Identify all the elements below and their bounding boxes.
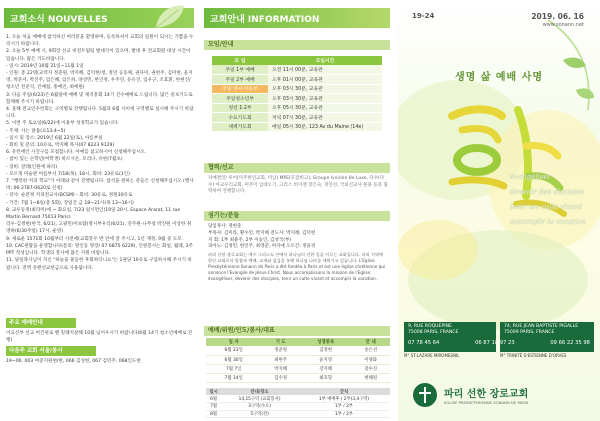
schedule-row [206,364,390,373]
staff-line: 부목사: 김미라, 황수빈, 박지혜 전도사: 박지혜, 김덕현 [208,230,316,236]
duty-cell: 8월 [206,410,221,418]
phone-numbers [404,340,594,346]
schedule-row [206,355,390,364]
news-item: 1. 오늘 처음 예배에 참석하신 여러분을 환영하며, 등록하셔서 교회의 일원이 되시는 기쁨을 누리시기 바랍니다. [6,35,194,48]
duty-cell: 14,15구역 (교회봉사) [221,395,298,403]
staff-line: 지 회: 1부 최용주, 2부 이승인, 김성국(부) [208,237,292,243]
duty-cell: 1부 예배후 / 2부(3,4구역) [298,395,390,403]
motto-line: tenir un culte vivant [510,203,583,211]
information-heading: 교회안내 INFORMATION [204,8,390,28]
worship-row [212,94,382,104]
worship-name: 주일 영아·아동부 [212,84,268,94]
worship-time: 오후 05시 30분, 교육관 [268,103,382,113]
worship-name: 새벽기도회 [212,122,268,132]
worship-col-name: 모 임 [212,56,268,65]
news-item: - 모르게 미술관 여름부서 7/18(목), 18시, 회비: 23유로(1인) [6,171,130,177]
church-logo [412,378,586,412]
schedule-table [206,338,390,383]
news-item: - 참이 있는 슨학년(여학생) 바르시온, 모리나, 유한(7월초) [6,157,123,163]
worship-time: 오후 03시 30분, 교육관 [268,84,382,94]
schedule-cell: 최현주 [261,355,300,364]
schedule-col-prayer: 기 도 [261,338,300,346]
news-item: 리우-김정현(한국, 6/21), 고광민/이보람(명시부우리(6/21), 연주원-나무청 박진원 이상한 취영하(6/30주일) 17시, 운영) [6,222,192,235]
worship-notice-text: 이요신부 선교 여건위로 밴 밑례지살해 10월 넘어우시기 바랍니다(6월 14기 청소년예배로 진행) [6,331,193,343]
duty-cell: 1부 / 2부 [298,403,390,411]
duty-cell: 5구역(전) [221,410,298,418]
staff-line: 담임목사: 정현준 [208,224,242,229]
address-line: 75009 PARIS, FRANCE [504,330,555,335]
news-item: - 일시: 2019년 10월 21일~11월 1일 [6,63,84,69]
service-notice-text: 19~06, 003 여준지원현/현, 066 김성현, 067 김민주, 068인도현 [6,359,141,364]
duty-row [206,395,390,403]
schedule-cell: 김수정 [261,373,300,382]
schedule-cell: 7월 7일 [206,364,261,373]
worship-name: 주일 2부 예배 [212,75,268,85]
information-panel [198,0,398,421]
news-item: 3. 다음 주일(6/23)은 6월말에 예배 및 제직총회 14기 진수예배로 드립니다. 많은 중보기도로 함께해 주시기 바랍니다. [6,92,193,105]
worship-time: 오전 11시 00분, 교육관 [268,65,382,75]
worship-notice-heading: 주요 예배안내 [6,318,76,328]
news-item: 9. 새로운 1571회 10월부터 사전에(교회봉두 반 안에 잘 주시고, 1년 재정, 9월 중 도모. [6,236,184,242]
worship-name: 수요기도회 [212,113,268,123]
address-line: 75008 PARIS, FRANCE [408,330,459,335]
schedule-section-heading: 예배/위원/인도/봉사/대표 [204,326,390,336]
address-line: 9, RUE ROQUEPINE [408,324,452,329]
news-item: 4. 올해 전교인수련회는 구역별로 진행됩니다. 5월과 6월 사이에 구역별로 실시해 주시기 바랍니다. [6,107,194,120]
news-item: 7. "행복한 커피 학교"가 아래와 같이 진행됩니다. 참석을 원하는 분들은 신청해주십시오 (행사비: 06-2787-0620로 신청) [6,179,194,192]
worship-row [212,103,382,113]
address-roquepine [404,322,496,352]
news-item: - 기간: 7월 1~8일(총 5회), 장일간 금 18~21시(목 13~16시) [6,200,134,206]
duty-cell: 6월 [206,395,221,403]
schedule-cell: 강수진 [351,364,390,373]
cover-panel [398,0,600,421]
church-name: 파리 선한 장로교회 [444,389,529,400]
schedule-cell: 윤지영 [300,355,351,364]
schedule-cell: 이양화 [351,355,390,364]
motto-line: accomplir la vocation [510,218,587,226]
church-name-french: EGLISE PRESBYTERIENNE SONANN DE PARIS [444,400,529,405]
duty-cell: 1부 / 2부 [298,410,390,418]
worship-name: 주일 1부 예배 [212,65,268,75]
schedule-cell: 최호형 [300,373,351,382]
theme-text: 생명 삶 예배 사명 [454,72,544,83]
worship-row [212,113,382,123]
mission-text: 자매결연/ 루어(미주한인교회, 미남) MPE(모잠비크), Groupe Ivoirien 8e Luxe, 다수(다수) 아교우리교회, 미주이 입대오기, 크리스 비이젠 장은숙, 정연선, 국외선교사 원용 등과 협력하여 진행합니다. [208,176,388,195]
schedule-row [206,346,390,355]
duty-cell: 3구역(수요) [221,403,298,411]
duty-col-place: 안내/장소 [221,388,298,395]
news-panel [0,0,198,421]
metro-right: M° TRINITÉ D'ESTIENNE D'ORVES [500,353,567,358]
schedule-cell: 현해원 [351,373,390,382]
news-item: 6. 유턴에인 사진구를 모집합니다. 아예를 참고하시어 신청해주십시오. [6,150,147,156]
worship-name: 청년 1·2부 [212,103,268,113]
schedule-cell: 7월 14일 [206,373,261,382]
news-heading: 교회소식 NOUVELLES [4,8,194,28]
schedule-cell: 송은선 [351,346,390,355]
worship-row [212,65,382,75]
worship-time: 오후 03시 30분, 교육관 [268,94,382,104]
news-item: 8. 교우동정(최라미)에 ~ 화요일, 7/23 일시면인(19일 20시, Espace Ararat, 11 rue Martin Bernard 75013 Paris) [6,207,181,221]
schedule-cell: 박지혜 [261,364,300,373]
worship-time: 저녁 07시 30분, 교육관 [268,113,382,123]
leaf-decoration-icon [148,0,188,32]
duty-cell: 7월 [206,403,221,411]
schedule-cell: 정준원 [261,346,300,355]
news-item: - 인원: 총 22명(교역자 정준원, 박지혜, 김덕현/청, 정연 공동체, 권다미, 권현주, 김미현, 윤지영, 박준서, 박진주, 임은혜, 임은희, 양상민, 한인정, 우주연, 유유진, 임우근, 조효환, 한현진/청소년 전준석, 진예섭, 홍예진, 최예원) [6,71,193,91]
worship-time: 오후 01시 00분, 교육관 [268,75,382,85]
motto-line: évangéliser [510,173,551,181]
duty-row [206,410,390,418]
news-item: 10. CAC원활을 운영합니다(문의: 원인동 명장/ 07 6875 6229), 인원봉사는 화일, 월례, 3주 PPT 작성입니다. 학생의 봉사에 많은 지원 바랍니다. [6,243,193,257]
address-line: 74, RUE JEAN BAPTISTE PIGALLE [504,324,579,329]
news-item: - 강사: 순분정 커피전교사(BCSM) - 회비: 30유로, 정원30유로 [6,193,133,199]
schedule-col-date: 일 자 [206,338,261,346]
mission-section-heading: 협력/선교 [204,163,390,173]
staff-list [208,224,388,251]
bulletin-date: 2019. 06. 16 [531,12,584,21]
duty-col-month: 일시 [206,388,221,395]
news-item: - 장비: 잘레(인원에 따라) [6,164,58,170]
phone-left: 07 78 45 64 [408,340,440,346]
church-emblem-icon [412,382,438,408]
news-item: - 일시 및 장소: 2019년 6월 22일(토), 아름부실 [6,135,103,141]
schedule-col-reading: 성경봉독 [300,338,351,346]
staff-line: 피아노: 김정민, 한인주, 최영준, 허지애 오르간: 정윤경 [208,244,316,250]
worship-row [212,122,382,132]
schedule-col-usher: 안 내 [351,338,390,346]
duty-table [206,388,390,418]
news-item: 5. 이번 주 토요일(6/22)에 이용부 성경학교가 있습니다. [6,121,119,127]
duty-row [206,403,390,411]
phone-right: 09 66 22 35 98 [550,340,590,346]
motto-line: devenir des disciples [510,188,585,196]
worship-time: 매일 05시 30분, 123 Av du Maine (14e) [268,122,382,132]
schedule-cell: 강지혜 [300,364,351,373]
schedule-cell: 6월 23일 [206,346,261,355]
worship-section-heading: 모임/안내 [204,40,390,50]
news-item: - 회비 및 문의: 10유로, 박지혜 목사(07 8223 9129) [6,143,115,149]
news-item: 2. 오늘 5부 예배 시, 9회장 선교 비전트립팀 발대식이 있으며, 발대 후 전교회원 대상 시간이 있습니다. 많은 기도바랍니다. [6,49,191,62]
schedule-cell: 김정현 [300,346,351,355]
issue-number: 19-24 [412,12,435,20]
duty-col-snack: 간식 [298,388,390,395]
metro-left: M° ST-LAZARE MIROMESNIL [404,353,460,358]
service-notice-heading: 다음주 교회 서울/봉사 [6,346,96,356]
church-intro-text: 파리 선한 장로교회는 예수 그리스도 안에서 하나님의 선한 일을 이루는 교회입니다. 파리 지역에 한인 교회로서 말씀과 예배, 교제와 섬김을 통해 하나님 나라를 세워가고 있습니다. L'Eglise Presbytérienne Sonann de Paris a été fondée à Paris et est une église chrétienne qui annonce l'Evangile de Jésus-Christ. Nous accomplissons la mission de l'Eglise: évangéliser, devenir des disciples, tenir un culte vivant et accomplir la vocation. [208,252,386,281]
worship-name: 주일청소년부 [212,94,268,104]
news-item: - 주제: 사는 말씀(요13:4~5) [6,128,66,134]
website-link[interactable]: www.sonann.net [542,22,584,28]
worship-table [212,56,382,132]
address-pigalle [500,322,594,352]
worship-col-time: 모임시간 [268,56,382,65]
news-list [6,34,194,272]
staff-section-heading: 섬기는/분들 [204,211,390,221]
schedule-row [206,373,390,382]
schedule-cell: 6월 30일 [206,355,261,364]
phone-mid: 06 87 18 97 23 [475,340,515,346]
worship-row [212,75,382,85]
news-item: 11. 당일목사님이 지신 "하늘을 물들한 후회하더니요"는 1권당 10유로 구입하시해 주시기 바랍니다. 전액 유렌선교헌금으로 사용됩니다. [6,258,192,271]
motto-list [510,170,596,230]
worship-row [212,84,382,94]
